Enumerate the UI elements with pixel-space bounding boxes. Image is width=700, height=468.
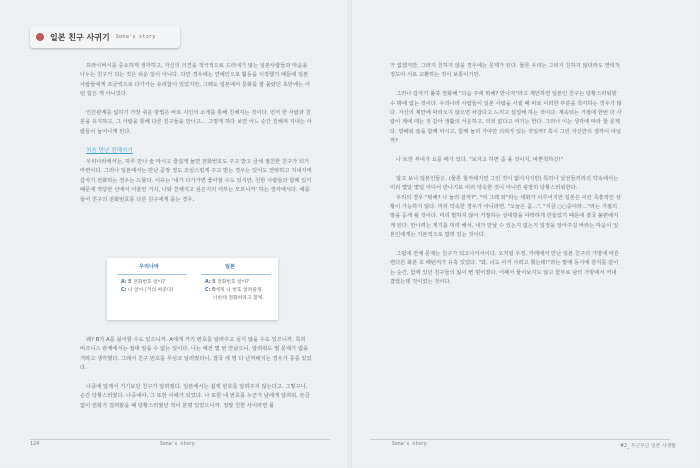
paragraph: 우리나라에서는, 하루 만나 술 마시고 즐겁게 놀면 전화번호도 주고 받고 금세 절친한 친구가 되기 마련이다. 그러나 일본에서는 만난 곧장 정도 조심스럽게 주고 받는 경우는 있어도 연락하고 지내자며 갑자기 전화하는 경우는 드물다. 이유는 '내가 다가가면 좋아할 수도 있지만, 친한 사람들과 함께 있기 때문에 적당한 선에서 어울린 거지, 나와 친해지고 싶은지의 여부는 모르니까' 하는 생각에서다. 예를 들어 친구의 전화번호를 다른 친구에게 묻는 경우, — [80, 159, 312, 203]
left-column-lower — [80, 336, 312, 421]
pin-icon — [36, 33, 44, 41]
paragraph: 그러나 갑자기 불쑥 전화해 "다음 주에 뭐해? 만나자"라고 제안하면 일본인 친구는 당황스러워할 수 밖에 없는 것이다. 우리나라 사람들이 일본 사람을 사귈 때 바로 이러한 부분을 착각하는 경우가 많다. 자신의 제안에 따라오지 않으면 차갑다고 느끼고 섭섭해 하는 것이다. 계속되는 거절에 한번 더 사람이 계에 대는 것 같아 생활의 서운하고, 의외 없다고 여기는 한다. 그러나 이는 생각에 따라 할 문제다. 방배워 술을 함께 마시고, 함께 놀러 가야만 의리가 있는 것일까? 혹시 그런 자신만의 생각이 아닐까? — [390, 91, 622, 145]
example-box — [107, 258, 278, 320]
korea-line-2: C: 나 알아 (거의 써준다) — [121, 288, 174, 293]
footer-chapter: #2_ 두근두근 일본 사생활 — [620, 444, 676, 449]
section-subtitle: Sona's story — [115, 34, 156, 40]
subheading: 처음 만난 친해지기 — [86, 147, 133, 154]
paragraph: 프라이버시를 중요하게 생각하고, 자신의 의견을 적극적으로 드러내기 않는 일본사람들과 마음을 나누는 친구가 되는 것은 쉬운 일이 아니다. 다만 경우에는 연예인으로 활동을 시작했기 때문에 일본사람들에게 조금씩으로 다가가는 유리함이 있었지만, 그래도 일본에서 문화를 잘 몰랐던 초반에는 어떤 힘든 게 아니었다. — [80, 63, 310, 98]
paragraph: 알고 보니 일본인들은, (물론 철저해지면 그런 것이 없어지지만) 특히나 낯선들끼리의 약속에서는 미리 몇달 몇일 어디서 만나기로 미리 약속한 것이 아니면 굉장히 당황스러워한다. — [390, 175, 619, 192]
paragraph: 그럼에 전체 문제는 친구가 되고나서서이다. 오처럼 우정, 카레에서 만난 일본 친구의 가방에 따른련다른 화분 호 패턴저가 유혹 있었다. "와, 너도 이거 사려고 했는데!"라는 말에 동시에 감지를 같이는 순간, 함께 있던 친구들의 잃이 뻔 멈어졌다. 어째서 물어보지도 않고 함부로 남의 가방에서 꺼내 잡았는데 것이었는 것이다. — [390, 251, 620, 286]
paragraph: 나 또한 부여가 요를 배가 있다. "보자고 하면 좀 올 것이지, 바쁜척하긴!" — [396, 157, 564, 164]
paragraph: 우리의 경우 "뭐해? 나 놀러 갈까?", "여 그래 와"라는 대화가 이루어지만 일본은 이런 즉흥적인 상황이 가능하지 않다. 미리 약속한 경우가 아니라면, "오늘은 좀…", "지금 ○○중이라…"라는 거절의 말을 듣게 될 것이다. 미리 말하지 않아 거절하는 상대방을 야박하게 만들었기 때문에 결국 불편해지게 된다. 만나려는 게기를 미리 해서, 내가 만날 수 있는지 없는지 일정을 알아주길 바라는 마음이 일본인에게는 기본적으로 깔려 있는 것이다. — [390, 194, 621, 239]
footer-story-left: Sona's story — [160, 442, 195, 447]
japan-line-1: A: B 전화번호 알아? — [205, 280, 249, 285]
left-column — [80, 62, 312, 214]
footer-rule — [30, 439, 330, 440]
footer-story-right: Sona's story — [392, 442, 427, 447]
book-gutter — [348, 0, 352, 468]
footer-rule — [370, 439, 670, 440]
japan-line-2: C: B에게 니 번호 알려줄게. — [205, 288, 264, 293]
japan-line-3: 너한테 전화하라고 할게. — [213, 296, 264, 301]
paragraph: 인간관계를 넓히기 가장 쉬운 방법은 바로 지인의 소개를 통해 친해지는 것이다. 먼저 한 사람과 친분을 유지하고, 그 사람을 통해 다른 친구들을 만나고… 그렇게 하다 보면 어느 순간 친해져 지내는 사람들이 늘어나게 된다. — [80, 110, 312, 135]
right-column — [390, 62, 622, 297]
page-number: 124 — [30, 442, 40, 447]
japan-header: 일본 — [225, 264, 236, 270]
divider — [117, 274, 187, 275]
section-tag — [30, 26, 180, 48]
paragraph: 가 없겠지만, 그러지 친하지 않을 경우에는 문제가 된다. 물론 우리는 그러지 친하지 않더라도 연락처 정도야 서로 교환하는 것이 보통이기만. — [390, 63, 620, 79]
divider — [201, 274, 271, 275]
korea-line-1: A: B 전화번호 알아? — [121, 280, 165, 285]
korea-header: 우리나라 — [139, 264, 160, 270]
paragraph: 나중에 알게서 거기보던 친구가 알려줬다. 일본에서는 쉽게 번호를 알려주지 않는다고. 그렇구나, 순간 당황스러웠다. 나중에야, 그 또한 이해가 되었다. 나 또한 내 번호를 누군가 남에게 알려줘, 뜬금없이 전화가 걸려왔을 때 당황스러웠던 적이 분명 있었으니까. 정말 친한 사이라면 몰 — [80, 384, 310, 409]
paragraph: 왜? B가 A를 싫어할 수도 있으니까. A에게 거기 번호를 알려주고 싶지 않을 수도 있으니까. 특히 비즈니스 관계에서는 절대 알을 수 없는 일이다. 나는 예전 몇 번 만났으니, 알려줘도 별 문제가 없을 거라고 생각했다. 그래서 친구 번호를 무심코 알려줬더니, 결국 세 명 다 난처해지는 경우가 종종 있었다. — [80, 337, 312, 372]
section-title: 일본 친구 사귀기 — [50, 32, 110, 42]
